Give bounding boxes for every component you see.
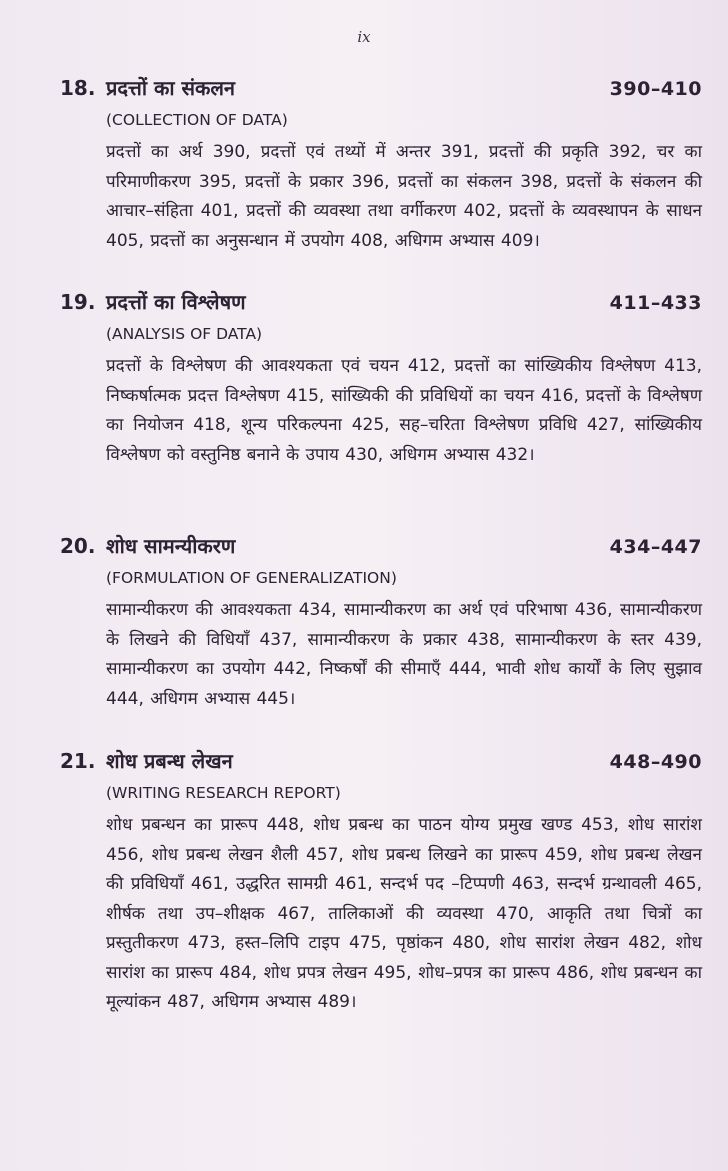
- chapter-heading: [60, 288, 702, 322]
- chapter-number: 20.: [60, 534, 96, 558]
- chapter-title: शोध सामन्यीकरण: [106, 534, 236, 558]
- chapter-18-entry: [60, 74, 702, 256]
- chapter-page-range: 411–433: [609, 292, 702, 314]
- chapter-heading: [60, 532, 702, 566]
- chapter-english-title: (COLLECTION OF DATA): [106, 111, 288, 129]
- chapter-21-entry: [60, 747, 702, 1018]
- chapter-page-range: 390–410: [609, 78, 702, 100]
- chapter-title: प्रदत्तों का संकलन: [106, 76, 236, 100]
- chapter-title: प्रदत्तों का विश्लेषण: [106, 290, 246, 314]
- chapter-heading: [60, 747, 702, 781]
- chapter-page-range: 434–447: [609, 536, 702, 558]
- chapter-topics: शोध प्रबन्धन का प्रारूप 448, शोध प्रबन्ध का पाठन योग्य प्रमुख खण्ड 453, शोध सारांश 456, शोध प्रबन्ध लेखन शैली 457, शोध प्रबन्ध लिखने का प्रारूप 459, शोध प्रबन्ध लेखन की प्रविधियाँ 461, उद्धरित सामग्री 461, सन्दर्भ पद –टिप्पणी 463, सन्दर्भ ग्रन्थावली 465, शीर्षक तथा उप–शीक्षक 467, तालिकाओं की व्यवस्था 470, आकृति तथा चित्रों का प्रस्तुतीकरण 473, हस्त–लिपि टाइप 475, पृष्ठांकन 480, शोध सारांश लेखन 482, शोध सारांश का प्रारूप 484, शोध प्रपत्र लेखन 495, शोध–प्रपत्र का प्रारूप 486, शोध प्रबन्धन का मूल्यांकन 487, अधिगम अभ्यास 489।: [106, 815, 702, 1012]
- chapter-number: 18.: [60, 76, 96, 100]
- chapter-topics: सामान्यीकरण की आवश्यकता 434, सामान्यीकरण का अर्थ एवं परिभाषा 436, सामान्यीकरण के लिखने की विधियाँ 437, सामान्यीकरण के प्रकार 438, सामान्यीकरण के स्तर 439, सामान्यीकरण का उपयोग 442, निष्कर्षों की सीमाएँ 444, भावी शोध कार्यों के लिए सुझाव 444, अधिगम अभ्यास 445।: [106, 600, 702, 709]
- chapter-english-title: (FORMULATION OF GENERALIZATION): [106, 569, 397, 587]
- chapter-number: 21.: [60, 749, 96, 773]
- chapter-heading: [60, 74, 702, 108]
- page-number: ix: [357, 28, 371, 46]
- chapter-20-entry: [60, 532, 702, 714]
- chapter-topics: प्रदत्तों के विश्लेषण की आवश्यकता एवं चयन 412, प्रदत्तों का सांख्यिकीय विश्लेषण 413, निष्कर्षात्मक प्रदत्त विश्लेषण 415, सांख्यिकी की प्रविधियों का चयन 416, प्रदत्तों के विश्लेषण का नियोजन 418, शून्य परिकल्पना 425, सह–चरिता विश्लेषण प्रविधि 427, सांख्यिकीय विश्लेषण को वस्तुनिष्ठ बनाने के उपाय 430, अधिगम अभ्यास 432।: [106, 356, 702, 465]
- chapter-topics: प्रदत्तों का अर्थ 390, प्रदत्तों एवं तथ्यों में अन्तर 391, प्रदत्तों की प्रकृति 392, चर का परिमाणीकरण 395, प्रदत्तों के प्रकार 396, प्रदत्तों का संकलन 398, प्रदत्तों के संकलन की आचार–संहिता 401, प्रदत्तों की व्यवस्था तथा वर्गीकरण 402, प्रदत्तों के व्यवस्थापन के साधन 405, प्रदत्तों का अनुसन्धान में उपयोग 408, अधिगम अभ्यास 409।: [106, 142, 702, 251]
- chapter-english-title: (ANALYSIS OF DATA): [106, 325, 263, 343]
- chapter-page-range: 448–490: [609, 751, 702, 773]
- chapter-number: 19.: [60, 290, 96, 314]
- chapter-english-title: (WRITING RESEARCH REPORT): [106, 784, 341, 802]
- chapter-19-entry: [60, 288, 702, 470]
- chapter-title: शोध प्रबन्ध लेखन: [106, 749, 233, 773]
